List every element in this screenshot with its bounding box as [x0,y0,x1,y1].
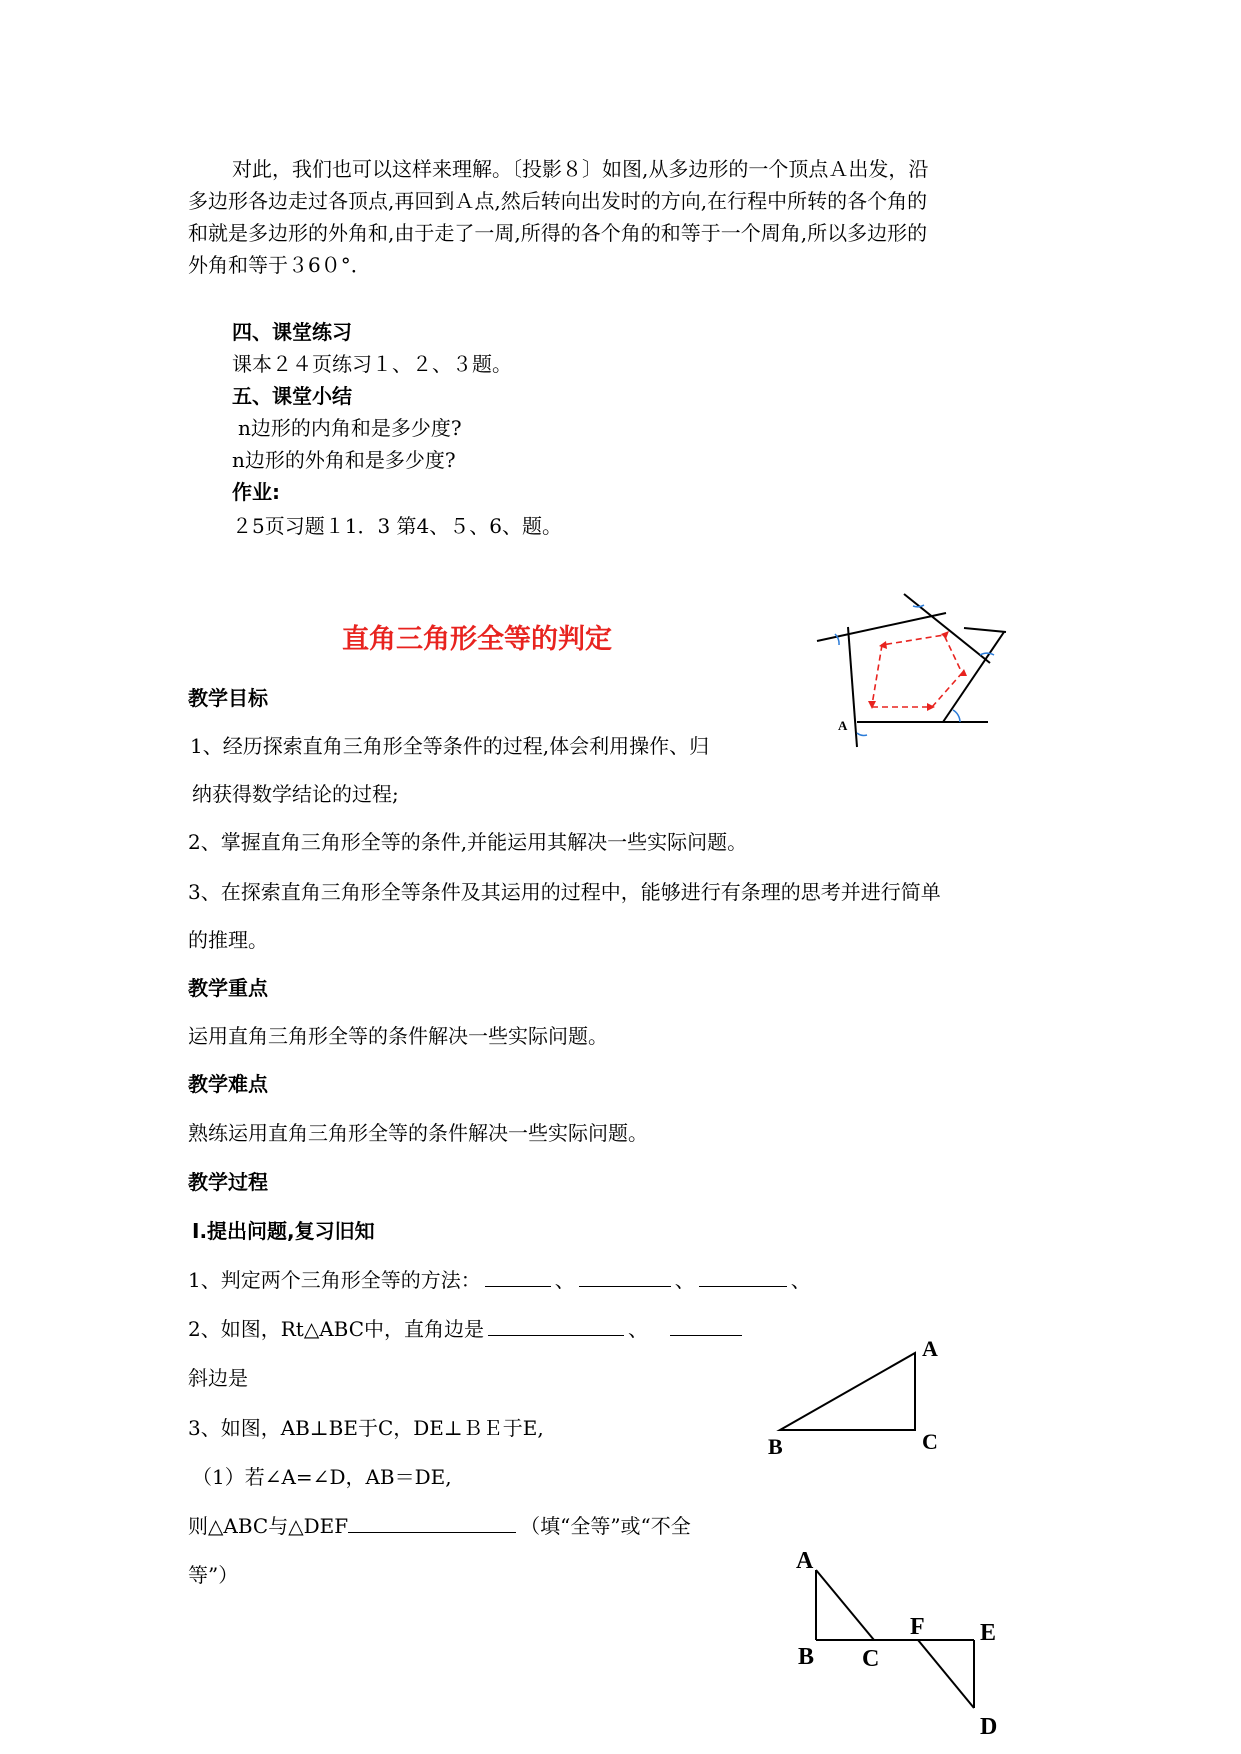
question-3-then-text: 则△ABC与△DEF [188,1514,349,1538]
polygon-vertex-label-a: A [838,718,848,733]
figure-label-f: F [910,1614,925,1640]
question-2-text: 2、如图，Rt△ABC中，直角边是 [188,1317,485,1341]
process-section-1: Ⅰ.提出问题,复习旧知 [192,1219,375,1243]
question-3: 3、如图，AB⊥BE于C，DE⊥ＢＥ于E, [188,1416,544,1440]
question-3-fill-hint-2: 等”） [188,1563,239,1587]
intro-line-1: 对此，我们也可以这样来理解。〔投影８〕如图,从多边形的一个顶点Ａ出发，沿 [232,157,929,181]
intro-line-3: 和就是多边形的外角和,由于走了一周,所得的各个角的和等于一个周角,所以多边形的 [188,221,928,245]
intro-line-4: 外角和等于３6０°． [188,253,371,277]
practice-text: 课本２４页练习１、２、３题。 [232,352,512,376]
difficulty-heading: 教学难点 [188,1072,268,1096]
objective-3-line-1: 3、在探索直角三角形全等条件及其运用的过程中，能够进行有条理的思考并进行简单 [188,880,941,904]
lesson-title: 直角三角形全等的判定 [342,624,612,655]
summary-question-2: n边形的外角和是多少度? [232,448,456,472]
answer-blank-2b[interactable] [670,1313,742,1336]
separator: 、 [628,1317,649,1341]
triangle-label-a: A [922,1336,938,1361]
question-3-then [188,1510,691,1542]
homework-text: ２5页习题１1．3 第4、５、6、题。 [232,514,562,538]
objective-1-line-1: 1、经历探索直角三角形全等条件的过程,体会利用操作、归 [190,734,710,758]
difficulty-text: 熟练运用直角三角形全等的条件解决一些实际问题。 [188,1121,648,1145]
separator: 、 [674,1268,695,1292]
question-1 [188,1264,811,1296]
intro-line-2: 多边形各边走过各顶点,再回到Ａ点,然后转向出发时的方向,在行程中所转的各个角的 [188,189,928,213]
question-2 [188,1313,746,1345]
triangle-label-b: B [768,1434,783,1459]
key-point-text: 运用直角三角形全等的条件解决一些实际问题。 [188,1024,608,1048]
key-point-heading: 教学重点 [188,976,268,1000]
polygon-exterior-angle-figure [812,585,1012,750]
answer-blank-3[interactable] [348,1510,516,1533]
answer-blank-1c[interactable] [699,1264,787,1287]
answer-blank-2a[interactable] [488,1313,624,1336]
objectives-heading: 教学目标 [188,686,268,710]
objective-1-line-2: 纳获得数学结论的过程; [192,782,399,806]
separator: 、 [790,1268,811,1292]
figure-label-b: B [798,1644,815,1670]
question-1-text: 1、判定两个三角形全等的方法： [188,1268,481,1292]
right-triangle-figure [762,1332,952,1462]
separator: 、 [554,1268,575,1292]
objective-2: 2、掌握直角三角形全等的条件,并能运用其解决一些实际问题。 [188,830,748,854]
process-heading: 教学过程 [188,1170,268,1194]
figure-label-d: D [980,1714,998,1740]
summary-question-1: n边形的内角和是多少度? [238,416,462,440]
figure-label-e: E [980,1620,997,1646]
question-3-fill-hint: （填“全等”或“不全 [520,1514,691,1538]
figure-label-a: A [796,1548,814,1574]
question-2-hypotenuse: 斜边是 [188,1366,248,1390]
two-triangles-figure [790,1540,1020,1752]
figure-label-c: C [862,1646,880,1672]
homework-heading: 作业: [232,480,280,504]
triangle-label-c: C [922,1429,938,1454]
question-3-sub-1: （1）若∠A=∠D，AB＝DE, [192,1465,452,1489]
answer-blank-1b[interactable] [579,1264,671,1287]
summary-heading: 五、课堂小结 [232,384,352,408]
answer-blank-1a[interactable] [485,1264,551,1287]
practice-heading: 四、课堂练习 [232,320,352,344]
objective-3-line-2: 的推理。 [188,928,268,952]
